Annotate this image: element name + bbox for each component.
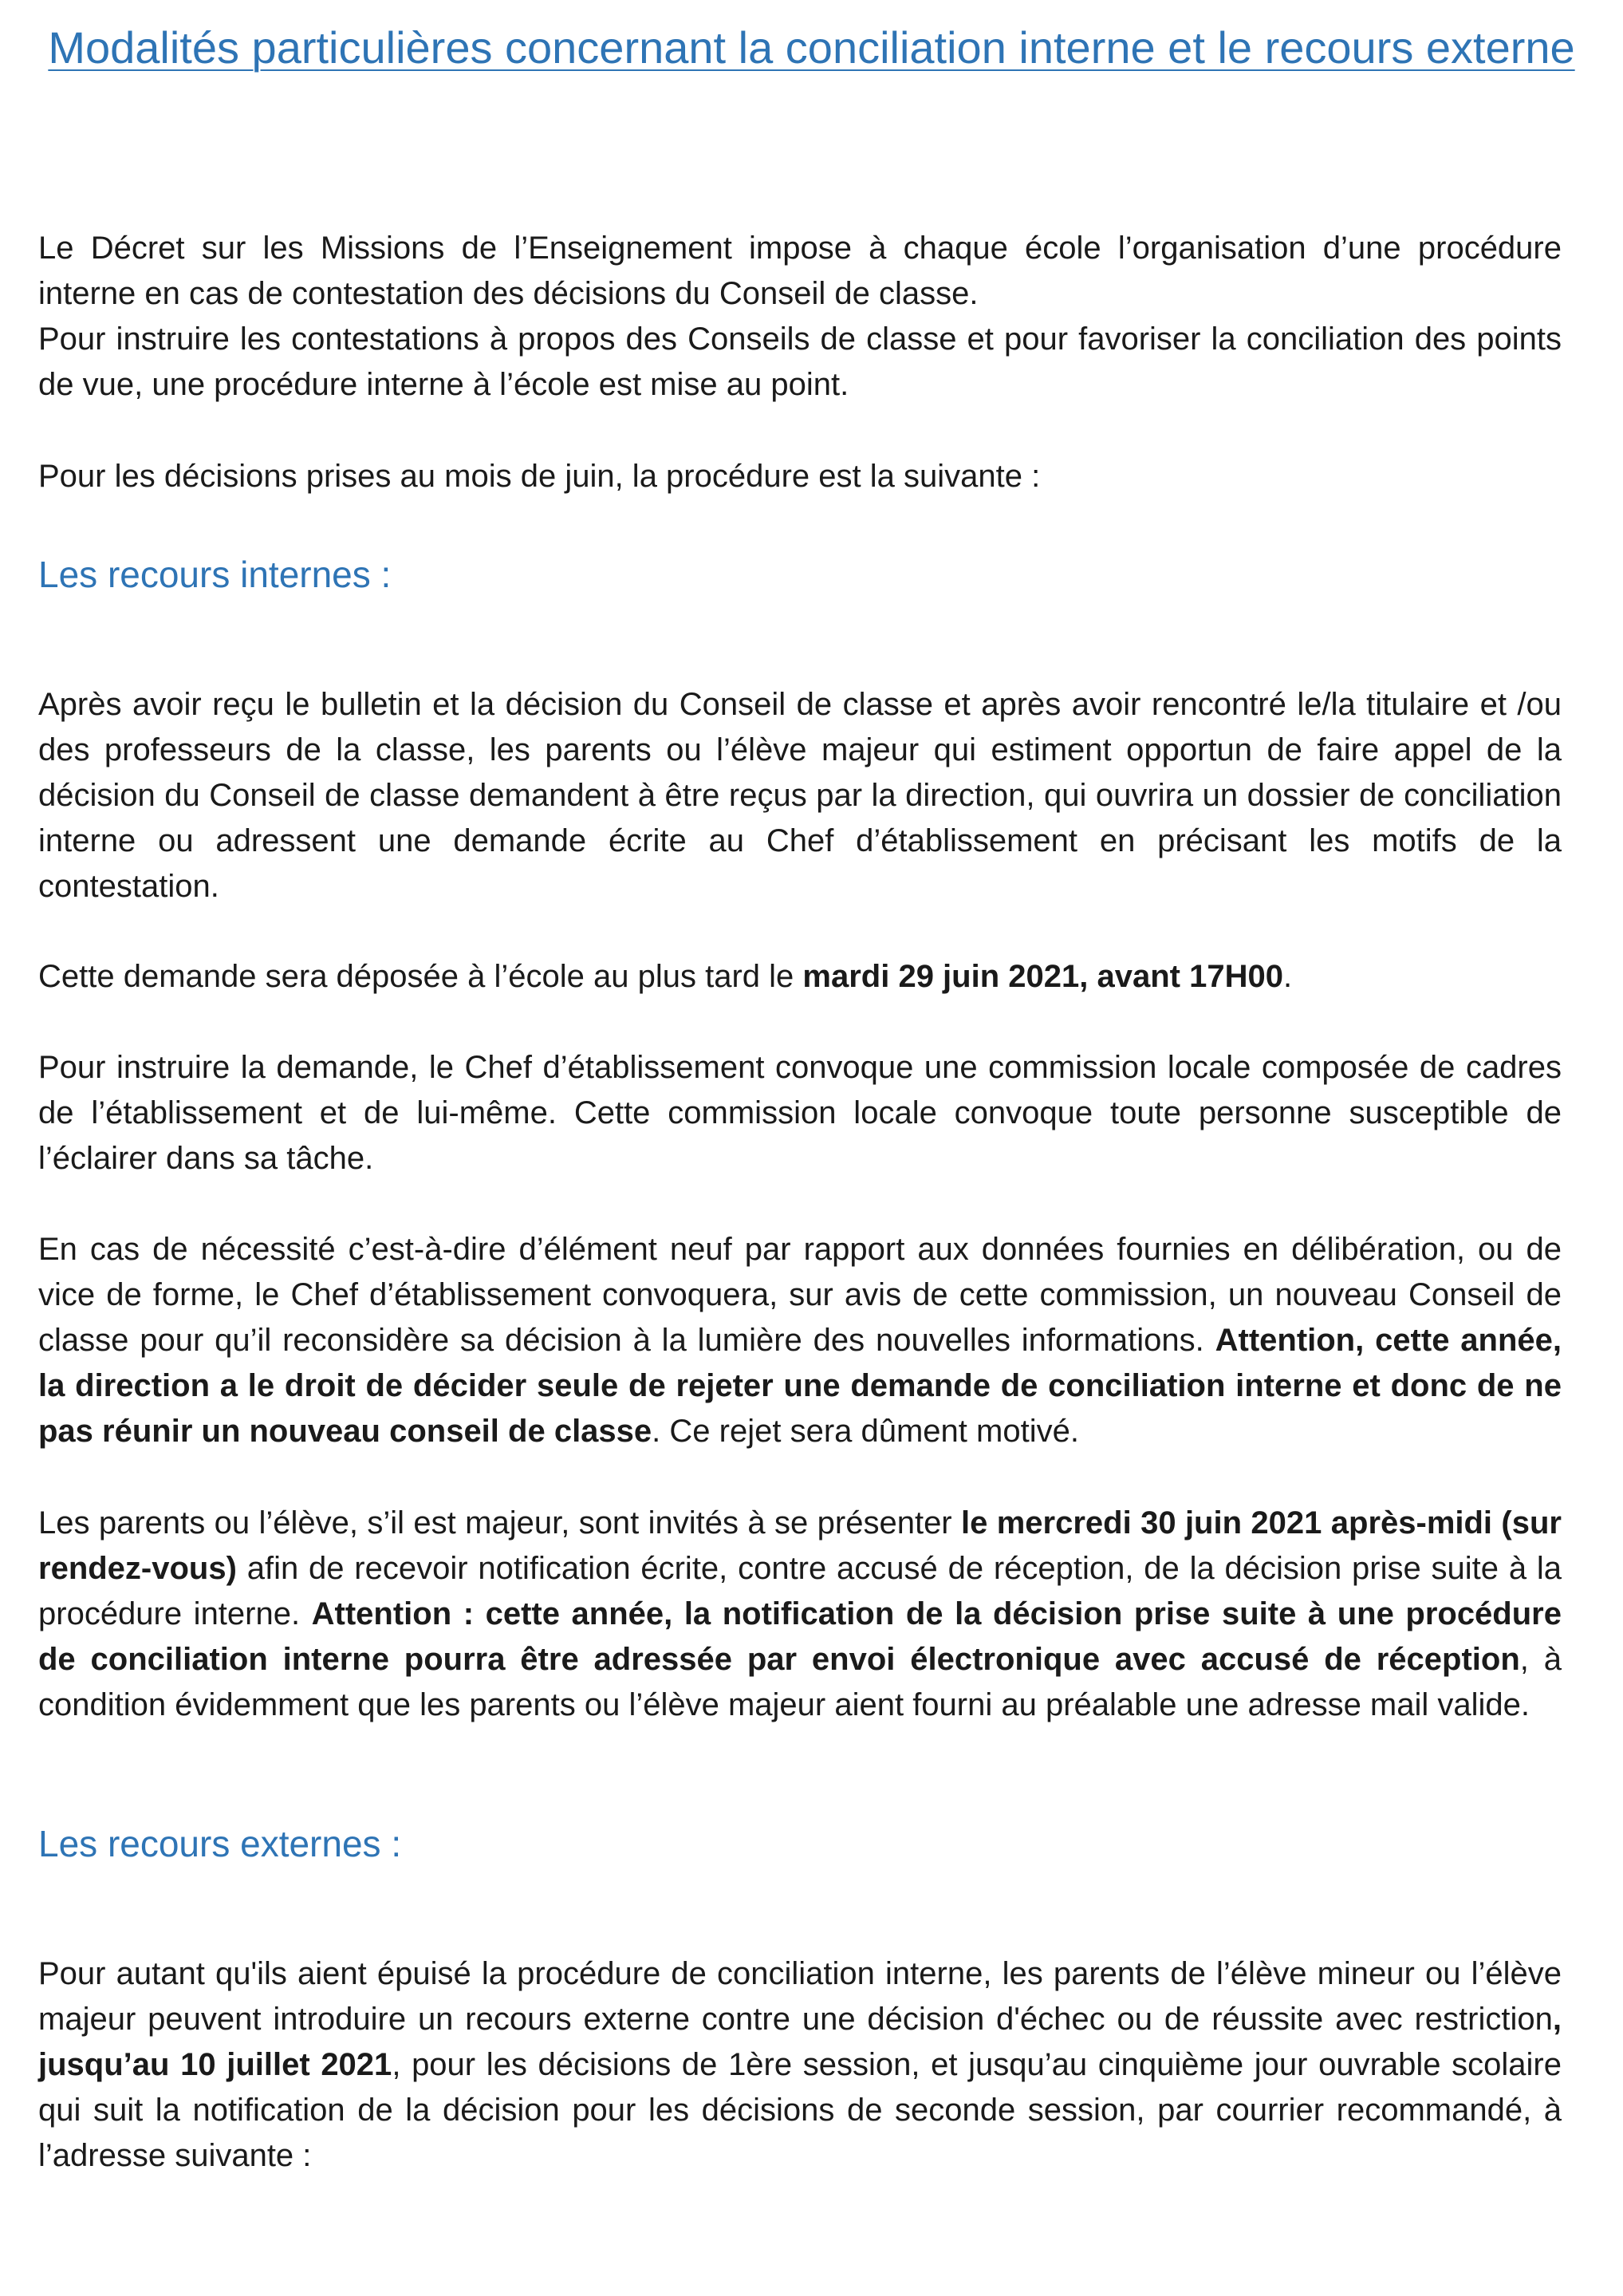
notification-end: , à condition évidemment que les parents ou l’élève majeur aient fourni au préalable une adresse mail valide. xyxy=(38,1642,1562,1722)
deadline-end: . xyxy=(1282,959,1293,994)
external-text-2: , pour les décisions de 1ère session, et jusqu’au cinquième jour ouvrable scolaire qui suit la notification de la décision pour les décisions de seconde session, par courrier recommandé, à l’adresse suivante : xyxy=(38,2047,1562,2173)
external-appeal-paragraph xyxy=(38,1951,1562,2179)
notification-warning: Attention : cette année, la notification de la décision prise suite à une procédure de conciliation interne pourra être adressée par envoi électronique avec accusé de réception xyxy=(38,1596,1562,1677)
internal-appeals-heading: Les recours internes : xyxy=(38,554,392,595)
document-title: Modalités particulières concernant la conciliation interne et le recours externe xyxy=(48,22,1575,73)
procedure-intro-paragraph: Pour les décisions prises au mois de juin, la procédure est la suivante : xyxy=(38,459,1041,494)
new-council-warning: Attention, cette année, la direction a le droit de décider seule de rejeter une demande de conciliation interne et donc de ne pas réunir un nouveau conseil de classe xyxy=(38,1323,1562,1449)
external-text-1: Pour autant qu'ils aient épuisé la procédure de conciliation interne, les parents de l’élève mineur ou l’élève majeur peuvent introduire un recours externe contre une décision d'échec ou de réussite avec restriction xyxy=(38,1956,1562,2037)
internal-request-paragraph: Après avoir reçu le bulletin et la décision du Conseil de classe et après avoir rencontré le/la titulaire et /ou des professeurs de la classe, les parents ou l’élève majeur qui estiment opportun de faire appel de la décision du Conseil de classe demandent à être reçus par la direction, qui ouvrira un dossier de conciliation interne ou adressent une demande écrite au Chef d’établissement en précisant les motifs de la contestation. xyxy=(38,687,1562,904)
intro-text-2: Pour instruire les contestations à propos des Conseils de classe et pour favoriser la conciliation des points de vue, une procédure interne à l’école est mise au point. xyxy=(38,322,1562,402)
new-council-paragraph xyxy=(38,1227,1562,1454)
notification-paragraph xyxy=(38,1501,1562,1728)
deadline-paragraph xyxy=(38,954,1562,1000)
new-council-end: . Ce rejet sera dûment motivé. xyxy=(652,1414,1079,1449)
deadline-date: mardi 29 juin 2021, avant 17H00 xyxy=(802,959,1283,994)
new-council-text: En cas de nécessité c’est-à-dire d’élément neuf par rapport aux données fournies en délibération, ou de vice de forme, le Chef d’établissement convoquera, sur avis de cette commission, un nouveau Conseil de classe pour qu’il reconsidère sa décision à la lumière des nouvelles informations. xyxy=(38,1232,1562,1358)
notification-text-1: Les parents ou l’élève, s’il est majeur, sont invités à se présenter xyxy=(38,1505,961,1541)
notification-text-2: afin de recevoir notification écrite, contre accusé de réception, de la décision prise suite à la procédure interne. xyxy=(38,1551,1562,1631)
commission-paragraph: Pour instruire la demande, le Chef d’établissement convoque une commission locale composée de cadres de l’établissement et de lui-même. Cette commission locale convoque toute personne susceptible de l’éclairer dans sa tâche. xyxy=(38,1050,1562,1176)
intro-paragraph xyxy=(38,226,1562,408)
external-appeals-heading: Les recours externes : xyxy=(38,1823,402,1864)
notification-date: le mercredi 30 juin 2021 après-midi (sur rendez-vous) xyxy=(38,1505,1562,1586)
deadline-text: Cette demande sera déposée à l’école au plus tard le xyxy=(38,959,803,994)
intro-text-1: Le Décret sur les Missions de l’Enseignement impose à chaque école l’organisation d’une procédure interne en cas de contestation des décisions du Conseil de classe. xyxy=(38,231,1562,311)
external-deadline: , jusqu’au 10 juillet 2021 xyxy=(38,2002,1562,2082)
